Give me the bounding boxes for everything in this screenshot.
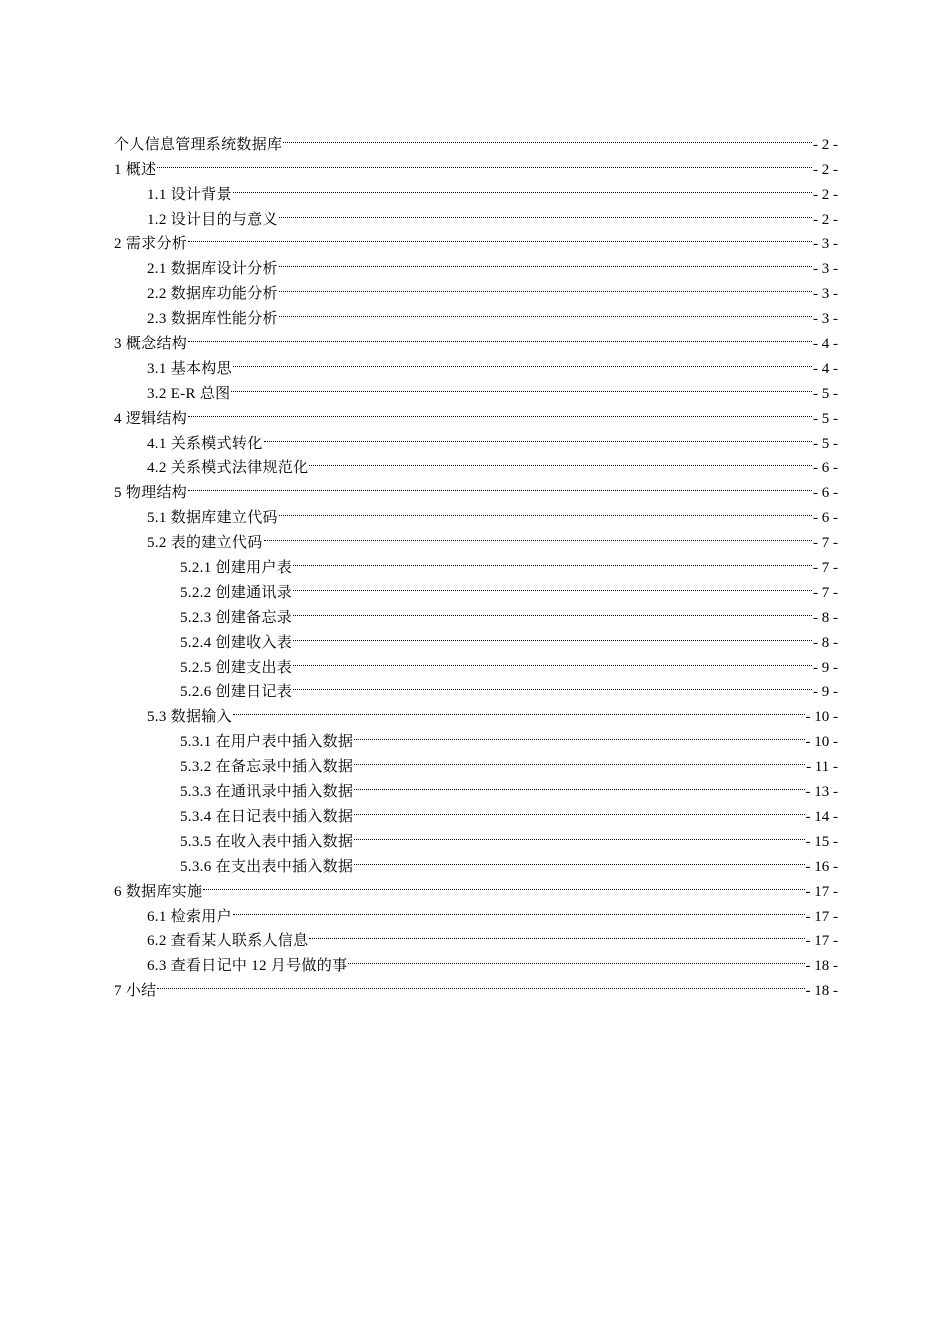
toc-entry-title: 5.2.3 创建备忘录	[180, 609, 293, 626]
toc-entry-title: 4 逻辑结构	[114, 410, 188, 427]
toc-dot-leader	[354, 796, 804, 821]
toc-entry-page-number: - 3 -	[813, 261, 838, 278]
toc-dot-leader	[203, 871, 804, 896]
toc-dot-leader	[279, 298, 812, 323]
toc-entry-title: 7 小结	[114, 983, 157, 1000]
toc-dot-leader	[233, 348, 812, 373]
toc-entry-page-number: - 7 -	[813, 560, 838, 577]
toc-entry-title: 5.3.5 在收入表中插入数据	[180, 833, 354, 850]
toc-entry-title: 4.2 关系模式法律规范化	[147, 460, 309, 477]
toc-dot-leader	[264, 423, 812, 448]
toc-entry-page-number: - 3 -	[813, 286, 838, 303]
toc-entry-page-number: - 3 -	[813, 311, 838, 328]
toc-entry[interactable]	[114, 423, 838, 452]
toc-entry[interactable]	[114, 248, 838, 278]
toc-entry-title: 5.2.1 创建用户表	[180, 560, 293, 577]
toc-entry-title: 6 数据库实施	[114, 883, 203, 900]
toc-dot-leader	[293, 672, 812, 697]
toc-entry-page-number: - 14 -	[805, 808, 838, 825]
toc-dot-leader	[293, 547, 812, 572]
toc-entry-title: 2.2 数据库功能分析	[147, 286, 278, 303]
toc-dot-leader	[354, 846, 804, 871]
toc-entry-title: 5.3.2 在备忘录中插入数据	[180, 759, 354, 776]
toc-entry-page-number: - 5 -	[813, 385, 838, 402]
toc-entry[interactable]	[114, 124, 838, 153]
toc-entry-page-number: - 2 -	[813, 186, 838, 203]
toc-dot-leader	[293, 622, 812, 647]
toc-entry-title: 5.3.3 在通讯录中插入数据	[180, 784, 354, 801]
toc-entry-page-number: - 6 -	[813, 510, 838, 527]
toc-entry-page-number: - 2 -	[813, 161, 838, 178]
toc-entry[interactable]	[114, 149, 838, 178]
toc-dot-leader	[279, 497, 812, 522]
toc-dot-leader	[188, 472, 812, 497]
toc-dot-leader	[233, 896, 805, 921]
toc-entry-page-number: - 16 -	[805, 858, 838, 875]
toc-entry-page-number: - 17 -	[805, 933, 838, 950]
toc-entry-page-number: - 6 -	[813, 485, 838, 502]
toc-entry-title: 3 概念结构	[114, 336, 188, 353]
toc-entry-page-number: - 7 -	[813, 535, 838, 552]
toc-entry-title: 3.1 基本构思	[147, 360, 232, 377]
toc-entry-page-number: - 17 -	[805, 908, 838, 925]
toc-entry-title: 5.3.4 在日记表中插入数据	[180, 808, 354, 825]
toc-entry-title: 3.2 E-R 总图	[147, 385, 231, 402]
toc-entry-page-number: - 5 -	[813, 435, 838, 452]
toc-dot-leader	[157, 970, 804, 995]
toc-entry-title: 5.2.4 创建收入表	[180, 634, 293, 651]
toc-entry-title: 1.1 设计背景	[147, 186, 232, 203]
toc-entry-title: 5.2 表的建立代码	[147, 535, 263, 552]
toc-entry-title: 5.1 数据库建立代码	[147, 510, 278, 527]
toc-entry[interactable]	[114, 896, 838, 925]
toc-entry-page-number: - 4 -	[813, 336, 838, 353]
toc-entry-page-number: - 5 -	[813, 410, 838, 427]
toc-entry[interactable]	[114, 224, 838, 253]
toc-dot-leader	[283, 124, 812, 149]
toc-dot-leader	[293, 647, 812, 672]
toc-entry-page-number: - 17 -	[805, 883, 838, 900]
toc-entry-page-number: - 13 -	[805, 784, 838, 801]
toc-dot-leader	[309, 921, 804, 946]
toc-entry-title: 2.1 数据库设计分析	[147, 261, 278, 278]
toc-entry-page-number: - 9 -	[813, 684, 838, 701]
toc-dot-leader	[293, 572, 812, 597]
toc-dot-leader	[233, 696, 805, 721]
toc-entry-title: 4.1 关系模式转化	[147, 435, 263, 452]
toc-dot-leader	[279, 199, 812, 224]
toc-entry-page-number: - 4 -	[813, 360, 838, 377]
toc-dot-leader	[348, 945, 804, 970]
toc-entry-page-number: - 9 -	[813, 659, 838, 676]
toc-entry-title: 5.3.1 在用户表中插入数据	[180, 734, 354, 751]
toc-entry-title: 5.2.6 创建日记表	[180, 684, 293, 701]
toc-entry-title: 5 物理结构	[114, 485, 188, 502]
toc-dot-leader	[354, 721, 804, 746]
toc-entry-title: 2 需求分析	[114, 236, 188, 253]
toc-dot-leader	[233, 174, 812, 199]
toc-entry[interactable]	[114, 398, 838, 427]
toc-entry-page-number: - 10 -	[805, 709, 838, 726]
toc-dot-leader	[309, 448, 812, 473]
toc-entry[interactable]	[114, 323, 838, 353]
toc-dot-leader	[279, 273, 812, 298]
toc-entry-page-number: - 8 -	[813, 634, 838, 651]
toc-entry[interactable]	[114, 348, 838, 377]
toc-dot-leader	[293, 597, 812, 622]
toc-entry-page-number: - 2 -	[813, 211, 838, 228]
toc-entry-title: 6.2 查看某人联系人信息	[147, 933, 309, 950]
toc-entry-page-number: - 18 -	[805, 983, 838, 1000]
toc-entry-title: 5.3.6 在支出表中插入数据	[180, 858, 354, 875]
toc-dot-leader	[157, 149, 812, 174]
toc-entry-title: 5.3 数据输入	[147, 709, 232, 726]
toc-entry-page-number: - 11 -	[806, 759, 838, 776]
toc-entry-title: 5.2.5 创建支出表	[180, 659, 293, 676]
toc-dot-leader	[264, 522, 812, 547]
toc-entry[interactable]	[114, 970, 838, 1000]
toc-entry-title: 1.2 设计目的与意义	[147, 211, 278, 228]
toc-entry-page-number: - 2 -	[813, 136, 838, 153]
toc-entry-page-number: - 3 -	[813, 236, 838, 253]
toc-entry-page-number: - 10 -	[805, 734, 838, 751]
toc-dot-leader	[354, 771, 804, 796]
toc-entry-title: 6.3 查看日记中 12 月号做的事	[147, 958, 348, 975]
toc-entry-title: 2.3 数据库性能分析	[147, 311, 278, 328]
toc-entry-page-number: - 6 -	[813, 460, 838, 477]
toc-entry[interactable]	[114, 472, 838, 502]
toc-entry-page-number: - 7 -	[813, 584, 838, 601]
toc-dot-leader	[354, 821, 804, 846]
toc-entry-title: 1 概述	[114, 161, 157, 178]
table-of-contents	[114, 124, 838, 1000]
toc-entry-page-number: - 15 -	[805, 833, 838, 850]
toc-dot-leader	[188, 398, 812, 423]
toc-entry[interactable]	[114, 174, 838, 203]
toc-entry-title: 6.1 检索用户	[147, 908, 232, 925]
toc-entry-title: 个人信息管理系统数据库	[114, 136, 283, 153]
toc-entry[interactable]	[114, 871, 838, 900]
toc-dot-leader	[231, 373, 812, 398]
toc-entry[interactable]	[114, 497, 838, 527]
toc-entry-page-number: - 18 -	[805, 958, 838, 975]
toc-dot-leader	[188, 224, 812, 249]
toc-entry-page-number: - 8 -	[813, 609, 838, 626]
toc-dot-leader	[354, 746, 805, 771]
toc-entry-title: 5.2.2 创建通讯录	[180, 584, 293, 601]
toc-dot-leader	[188, 323, 812, 348]
toc-dot-leader	[279, 248, 812, 273]
